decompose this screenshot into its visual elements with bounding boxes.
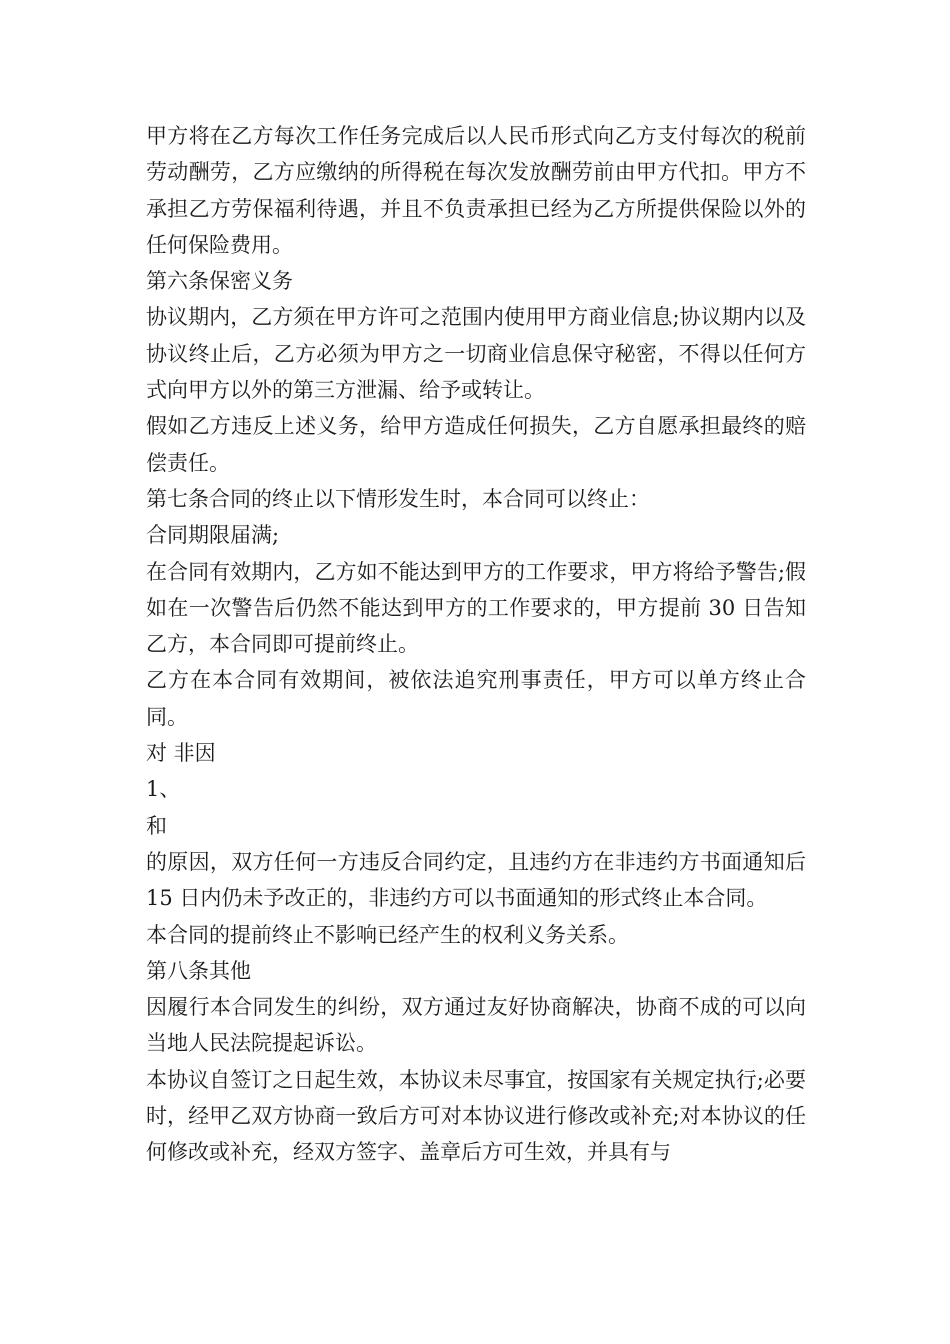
heading-article-6-confidentiality: 第六条保密义务 [146, 269, 293, 294]
paragraph-term-expired: 合同期限届满; [146, 523, 280, 548]
paragraph-breach-liability: 假如乙方违反上述义务，给甲方造成任何损失，乙方自愿承担最终的赔偿责任。 [146, 414, 806, 475]
paragraph-fragment-non-cause: 对 非因 [146, 741, 216, 766]
heading-article-8-other: 第八条其他 [146, 958, 251, 983]
paragraph-confidentiality-scope: 协议期内，乙方须在甲方许可之范围内使用甲方商业信息;协议期内以及协议终止后，乙方必须为甲方之一切商业信息保守秘密，不得以任何方式向甲方以外的第三方泄漏、给予或转让。 [146, 305, 806, 403]
paragraph-breach-termination: 的原因，双方任何一方违反合同约定，且违约方在非违约方书面通知后 15 日内仍未予改正的，非违约方可以书面通知的形式终止本合同。 [146, 849, 806, 911]
paragraph-fragment-number: 1、 [146, 777, 181, 802]
paragraph-payment-terms: 甲方将在乙方每次工作任务完成后以人民币形式向乙方支付每次的税前劳动酬劳，乙方应缴纳的所得税在每次发放酬劳前由甲方代扣。甲方不承担乙方劳保福利待遇，并且不负责承担已经为乙方所提供保险以外的任何保险费用。 [146, 124, 806, 257]
paragraph-effective-amendment: 本协议自签订之日起生效，本协议未尽事宜，按国家有关规定执行;必要时，经甲乙双方协商一致后方可对本协议进行修改或补充;对本协议的任何修改或补充，经双方签字、盖章后方可生效，并具有与 [146, 1067, 806, 1165]
heading-article-7-termination: 第七条合同的终止以下情形发生时，本合同可以终止： [146, 486, 650, 511]
paragraph-fragment-and: 和 [146, 813, 167, 838]
paragraph-dispute-resolution: 因履行本合同发生的纠纷，双方通过友好协商解决，协商不成的可以向当地人民法院提起诉讼。 [146, 995, 806, 1056]
document-page [146, 118, 806, 1171]
paragraph-criminal-liability: 乙方在本合同有效期间，被依法追究刑事责任，甲方可以单方终止合同。 [146, 668, 806, 729]
paragraph-early-termination-effect: 本合同的提前终止不影响已经产生的权利义务关系。 [146, 922, 629, 947]
paragraph-warning-termination: 在合同有效期内，乙方如不能达到甲方的工作要求，甲方将给予警告;假如在一次警告后仍然不能达到甲方的工作要求的，甲方提前 30 日告知乙方，本合同即可提前终止。 [146, 559, 806, 657]
